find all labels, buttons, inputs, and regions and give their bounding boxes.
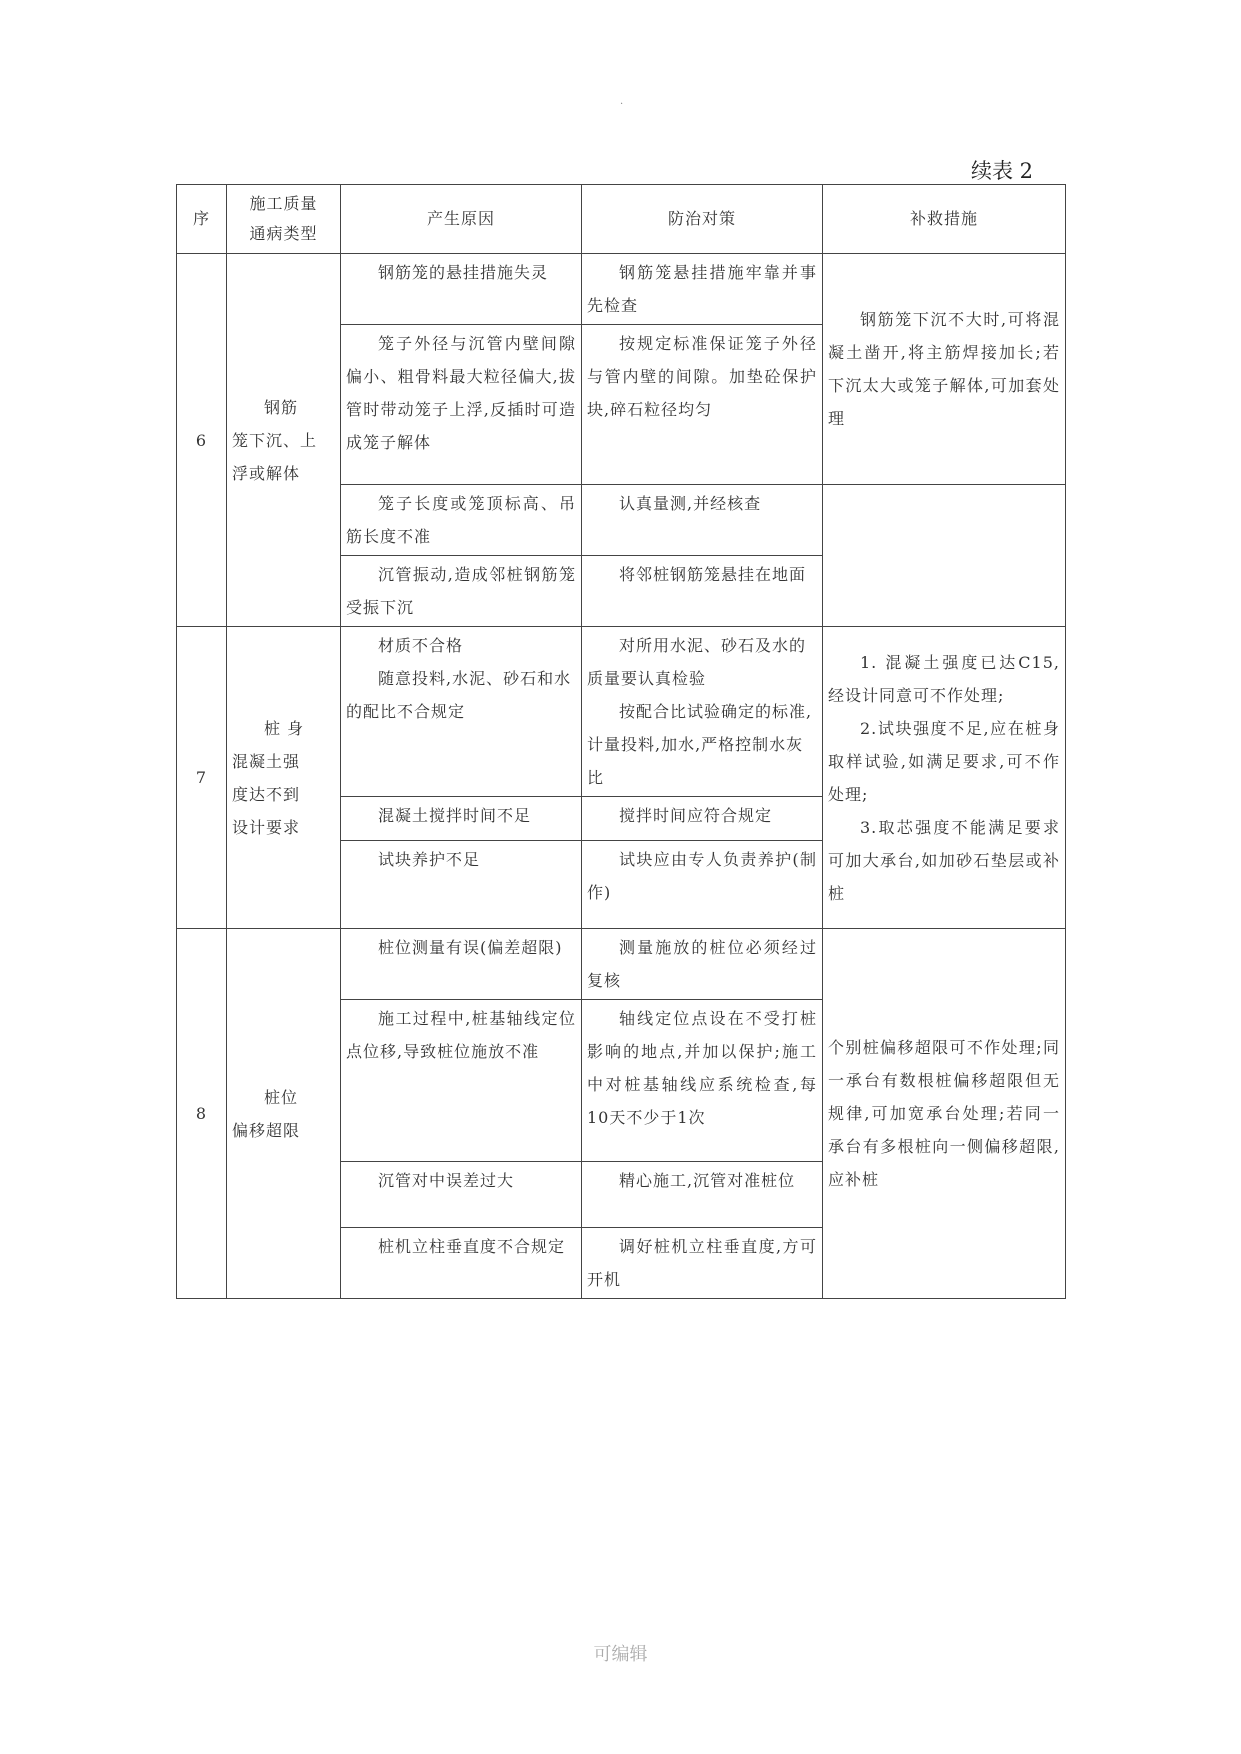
defect-type: 钢筋 笼下沉、上 浮或解体 [227, 254, 341, 627]
measure-cell: 对所用水泥、砂石及水的质量要认真检验 按配合比试验确定的标准,计量投料,加水,严格控制水灰比 [582, 627, 823, 797]
header-type [227, 185, 341, 254]
table-row [177, 929, 1066, 1000]
defect-type: 桩位 偏移超限 [227, 929, 341, 1299]
footer-editable-label: 可编辑 [593, 1644, 648, 1665]
header-measure: 防治对策 [582, 185, 823, 254]
cause-cell: 施工过程中,桩基轴线定位点位移,导致桩位施放不准 [341, 1000, 582, 1162]
cause-cell: 沉管对中误差过大 [341, 1162, 582, 1228]
measure-cell: 测量施放的桩位必须经过复核 [582, 929, 823, 1000]
header-dot: . [620, 96, 624, 107]
remedy-cell-empty [823, 485, 1066, 627]
header-remedy: 补救措施 [823, 185, 1066, 254]
row-number: 7 [177, 627, 227, 929]
header-cause: 产生原因 [341, 185, 582, 254]
quality-defects-table [176, 184, 1066, 1299]
measure-cell: 精心施工,沉管对准桩位 [582, 1162, 823, 1228]
row-number: 8 [177, 929, 227, 1299]
cause-cell: 材质不合格 随意投料,水泥、砂石和水的配比不合规定 [341, 627, 582, 797]
header-type-line1: 施工质量 [249, 194, 318, 213]
measure-cell: 认真量测,并经核查 [582, 485, 823, 556]
remedy-cell: 个别桩偏移超限可不作处理;同一承台有数根桩偏移超限但无规律,可加宽承台处理;若同一承台有多根桩向一侧偏移超限,应补桩 [823, 929, 1066, 1299]
cause-cell: 笼子外径与沉管内壁间隙偏小、粗骨料最大粒径偏大,拔管时带动笼子上浮,反插时可造成笼子解体 [341, 325, 582, 485]
measure-cell: 调好桩机立柱垂直度,方可开机 [582, 1228, 823, 1299]
header-row [177, 185, 1066, 254]
table-row [177, 254, 1066, 325]
remedy-cell: 钢筋笼下沉不大时,可将混凝土凿开,将主筋焊接加长;若下沉太大或笼子解体,可加套处理 [823, 254, 1066, 485]
measure-cell: 轴线定位点设在不受打桩影响的地点,并加以保护;施工中对桩基轴线应系统检查,每10天不少于1次 [582, 1000, 823, 1162]
cause-cell: 笼子长度或笼顶标高、吊筋长度不准 [341, 485, 582, 556]
cause-cell: 桩位测量有误(偏差超限) [341, 929, 582, 1000]
header-type-line2: 通病类型 [249, 224, 318, 243]
remedy-cell: 1. 混凝土强度已达C15,经设计同意可不作处理; 2.试块强度不足,应在桩身取样试验,如满足要求,可不作处理; 3.取芯强度不能满足要求可加大承台,如加砂石垫层或补桩 [823, 627, 1066, 929]
defect-type: 桩 身 混凝土强 度达不到 设计要求 [227, 627, 341, 929]
table-caption: 续表 2 [970, 159, 1033, 183]
cause-cell: 沉管振动,造成邻桩钢筋笼受振下沉 [341, 556, 582, 627]
measure-cell: 按规定标准保证笼子外径与管内壁的间隙。加垫砼保护块,碎石粒径均匀 [582, 325, 823, 485]
cause-cell: 混凝土搅拌时间不足 [341, 797, 582, 841]
measure-cell: 将邻桩钢筋笼悬挂在地面 [582, 556, 823, 627]
measure-cell: 试块应由专人负责养护(制作) [582, 841, 823, 929]
cause-cell: 试块养护不足 [341, 841, 582, 929]
table-row [177, 627, 1066, 797]
header-seq: 序 [177, 185, 227, 254]
cause-cell: 桩机立柱垂直度不合规定 [341, 1228, 582, 1299]
cause-cell: 钢筋笼的悬挂措施失灵 [341, 254, 582, 325]
row-number: 6 [177, 254, 227, 627]
measure-cell: 钢筋笼悬挂措施牢靠并事先检查 [582, 254, 823, 325]
measure-cell: 搅拌时间应符合规定 [582, 797, 823, 841]
